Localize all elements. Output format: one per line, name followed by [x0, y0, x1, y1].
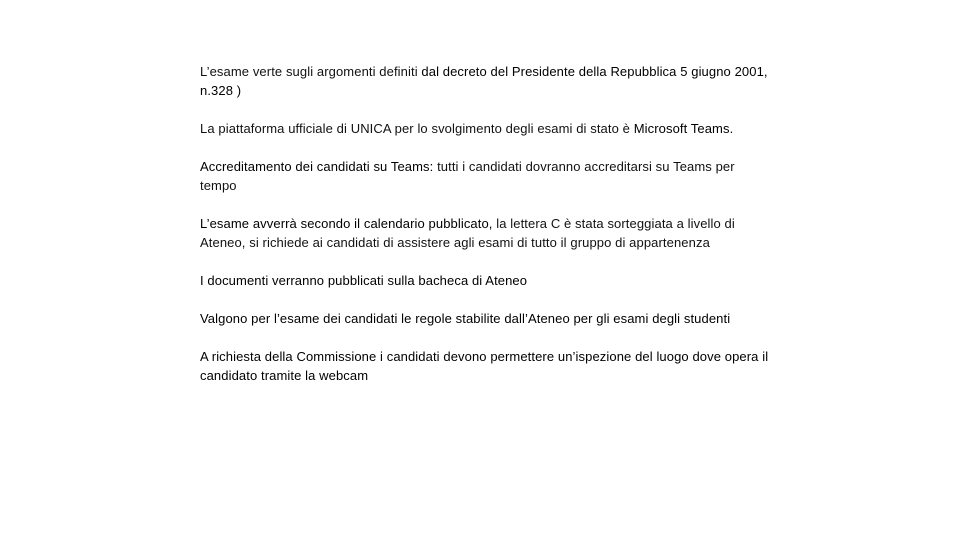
paragraph-calendar	[200, 214, 775, 252]
slide-body	[200, 62, 775, 404]
platform-text: La piattaforma ufficiale di UNICA per lo svolgimento degli esami di stato è	[200, 121, 634, 136]
paragraph-exam-topics	[200, 62, 775, 100]
documents-text: I documenti verranno pubblicati sulla bacheca di Ateneo	[200, 273, 528, 288]
inspection-text: A richiesta della Commissione i candidati devono permettere un’ispezione del luogo dove opera il candidato tramite la webcam	[200, 349, 769, 383]
paragraph-inspection	[200, 347, 775, 385]
paragraph-platform	[200, 119, 775, 138]
exam-topics-decree: dal decreto del Presidente della Repubblica 5 giugno 2001, n.328 )	[200, 64, 768, 98]
paragraph-rules	[200, 309, 775, 328]
accreditation-heading: Accreditamento dei candidati su Teams:	[200, 159, 434, 174]
rules-text: Valgono per l’esame dei candidati le regole stabilite dall’Ateneo per gli esami degli studenti	[200, 311, 731, 326]
paragraph-accreditation	[200, 157, 775, 195]
exam-topics-text: L’esame verte sugli argomenti definiti	[200, 64, 422, 79]
platform-name: Microsoft Teams.	[633, 121, 734, 136]
calendar-text: la lettera C è stata sorteggiata a livello di Ateneo, si richiede ai candidati di assistere agli esami di tutto il gruppo di appartenenza	[200, 216, 735, 250]
paragraph-documents	[200, 271, 775, 290]
calendar-heading: L’esame avverrà secondo il calendario pubblicato,	[200, 216, 493, 231]
accreditation-text: tutti i candidati dovranno accreditarsi su Teams per tempo	[200, 159, 735, 193]
